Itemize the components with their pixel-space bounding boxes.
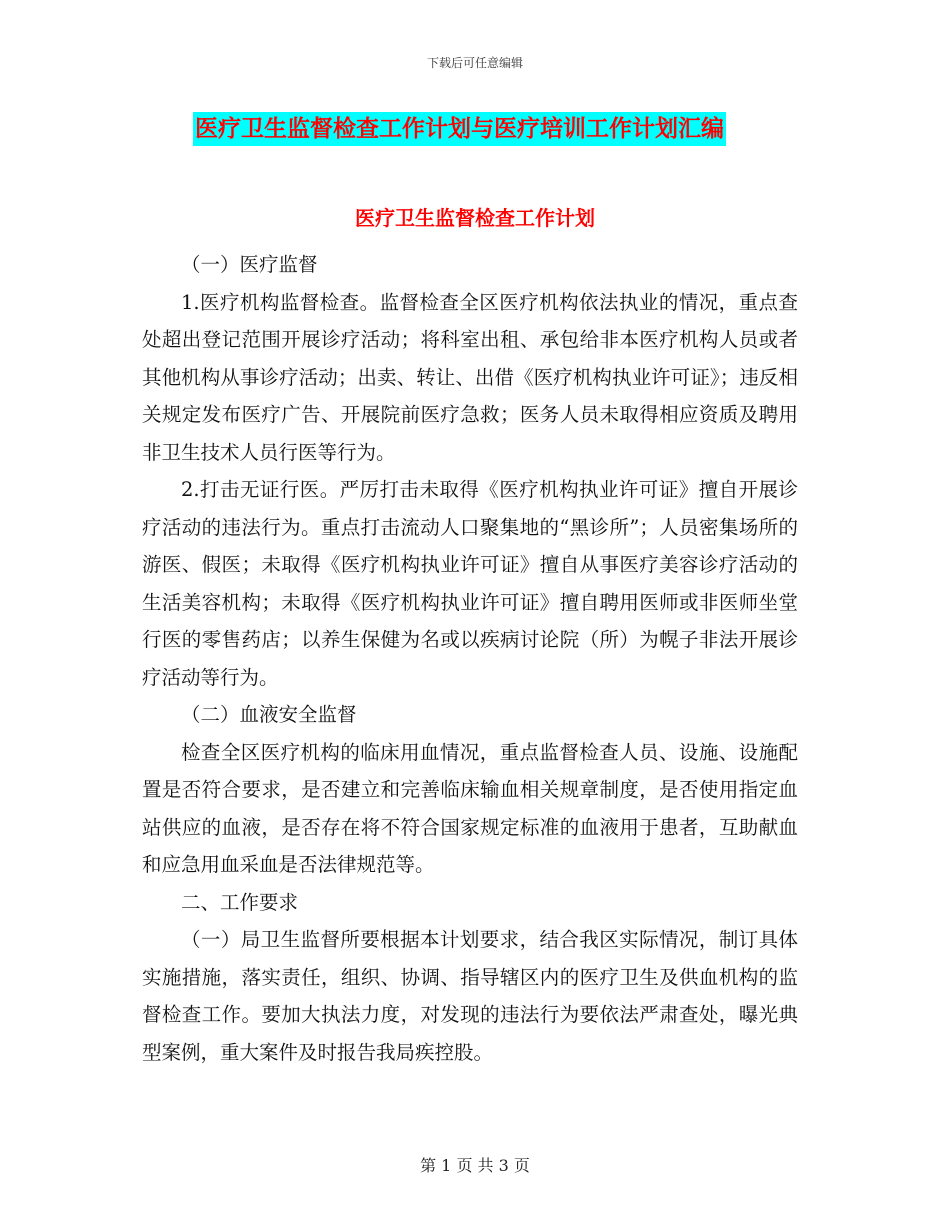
- section-title: 医疗卫生监督检查工作计划: [355, 206, 595, 230]
- page-footer: 第 1 页 共 3 页: [420, 1156, 530, 1175]
- header-note: 下载后可任意编辑: [426, 56, 523, 70]
- paragraph-unlicensed-practice: 2.打击无证行医。严厉打击未取得《医疗机构执业许可证》擅自开展诊疗活动的违法行为。重点打击流动人口聚集地的“黑诊所”；人员密集场所的游医、假医；未取得《医疗机构执业许可证》擅自从事医疗美容诊疗活动的生活美容机构；未取得《医疗机构执业许可证》擅自聘用医师或非医师坐堂行医的零售药店；以养生保健为名或以疾病讨论院（所）为幌子非法开展诊疗活动等行为。: [142, 478, 798, 689]
- document-title: 医疗卫生监督检查工作计划与医疗培训工作计划汇编: [193, 112, 726, 146]
- paragraph-work-requirement-1: （一）局卫生监督所要根据本计划要求，结合我区实际情况，制订具体实施措施，落实责任，组织、协调、指导辖区内的医疗卫生及供血机构的监督检查工作。要加大执法力度，对发现的违法行为要依法严肃查处，曝光典型案例，重大案件及时报告我局疾控股。: [142, 928, 798, 1064]
- document-body: [142, 246, 798, 1071]
- paragraph-institution-inspection: 1.医疗机构监督检查。监督检查全区医疗机构依法执业的情况，重点查处超出登记范围开展诊疗活动；将科室出租、承包给非本医疗机构人员或者其他机构从事诊疗活动；出卖、转让、出借《医疗机构执业许可证》；违反相关规定发布医疗广告、开展院前医疗急救；医务人员未取得相应资质及聘用非卫生技术人员行医等行为。: [142, 290, 798, 464]
- paragraph-blood-safety: 检查全区医疗机构的临床用血情况，重点监督检查人员、设施、设施配置是否符合要求，是否建立和完善临床输血相关规章制度，是否使用指定血站供应的血液，是否存在将不符合国家规定标准的血液用于患者，互助献血和应急用血采血是否法律规范等。: [142, 740, 798, 876]
- section-heading-blood-safety: （二）血液安全监督: [181, 703, 357, 726]
- section-heading-medical-supervision: （一）医疗监督: [181, 253, 318, 276]
- section-heading-work-requirements: 二、工作要求: [181, 890, 299, 914]
